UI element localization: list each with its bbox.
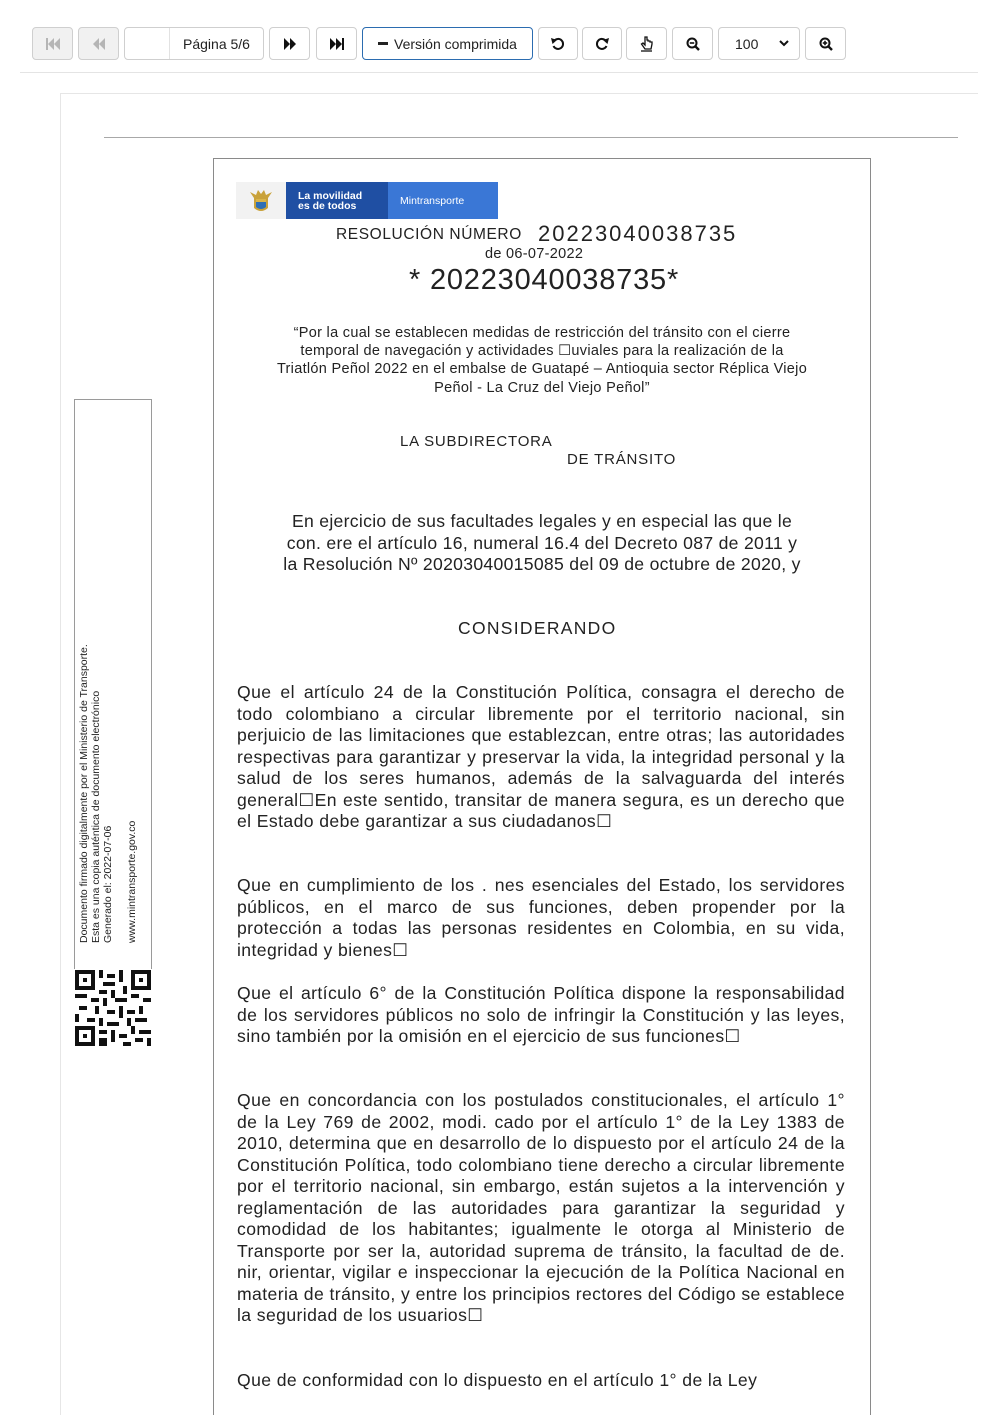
resolution-subject [236,324,848,397]
last-page-icon [330,38,344,50]
resolution-date: de 06-07-2022 [485,246,584,262]
logo-ministry: Mintransporte [388,182,498,219]
considerando-paragraph: Que el artículo 24 de la Constitución Política, consagra el derecho de todo colombiano a circular libremente por el territorio nacional, sin perjuicio de las limitaciones que establezcan, entre otras; las autoridades respectivas para garantizar y preservar la vida, la integridad personal y la salud de los seres humanos, además de la salvaguarda del interés general☐En este sentido, transitar de manera segura, es un derecho que el Estado debe garantizar a sus ciudadanos☐ [237,682,845,831]
considerando-paragraph: Que en concordancia con los postulados constitucionales, el artículo 1° de la Ley 769 de 2002, modi. cado por el artículo 1° de la Ley 1383 de 2010, determina que en desarrollo de lo dispuesto por el artículo 24 de la Constitución Política, todo colombiano tiene derecho a circular libremente por el territorio nacional, sin embargo, están sujetos a la intervención y reglamentación de las autoridades para garantizar la seguridad y comodidad de los habitantes; igualmente le otorga al Ministerio de Transporte por ser la, autoridad suprema de tránsito, la facultad de de. nir, orientar, vigilar e inspeccionar la ejecución de la Política Nacional en materia de tránsito, y entre los principios rectores del Código se establece la seguridad de los usuarios☐ [237,1090,845,1325]
resolution-label: RESOLUCIÓN NÚMERO [336,226,522,243]
powers-line: En ejercicio de sus facultades legales y en especial las que le [291,511,793,531]
next-page-button[interactable] [269,27,310,60]
barcode-number: * 20223040038735* [409,264,680,296]
rotate-left-button[interactable] [538,27,578,60]
logo-slogan-line1: La movilidad [298,189,363,202]
rotate-left-icon [551,37,565,51]
subject-line: “Por la cual se establecen medidas de restricción del tránsito con el cierre [293,325,791,341]
minus-icon [378,42,388,45]
pan-tool-button[interactable] [626,27,667,60]
previous-page-icon [93,38,105,50]
previous-page-button[interactable] [78,27,119,60]
powers-line: la Resolución Nº 20203040015085 del 09 de octubre de 2020, y [283,554,801,574]
zoom-value: 100 [735,35,759,52]
toolbar-divider [20,72,978,73]
authority-title: LA SUBDIRECTORA [400,433,553,450]
next-page-icon [284,38,296,50]
powers-statement [236,511,848,576]
pdf-toolbar [0,0,1000,88]
stamp-copy-text: Esta es una copia auténtica de documento electrónico [90,690,102,943]
considerando-paragraph: Que de conformidad con lo dispuesto en el artículo 1° de la Ley [237,1370,758,1390]
coat-of-arms-icon [236,182,286,219]
first-page-icon [46,38,60,50]
mintransporte-logo [236,182,498,219]
chevron-down-icon [779,40,789,47]
rotate-right-button[interactable] [582,27,622,60]
zoom-in-button[interactable] [805,27,846,60]
powers-line: con. ere el artículo 16, numeral 16.4 del Decreto 087 de 2011 y [286,532,798,553]
subject-line: Peñol - La Cruz del Viejo Peñol” [434,379,650,396]
compressed-version-label: Versión comprimida [394,35,517,52]
subject-line: Triatlón Peñol 2022 en el embalse de Guatapé – Antioquia sector Réplica Viejo [276,361,808,378]
compressed-version-button[interactable] [362,27,533,60]
logo-slogan-line2: es de todos [298,199,357,212]
stamp-generated-date: Generado el: 2022-07-06 [102,825,114,943]
zoom-out-button[interactable] [672,27,713,60]
first-page-button[interactable] [32,27,73,60]
page-indicator [124,27,264,60]
considerando-paragraph: Que en cumplimiento de los . nes esenciales del Estado, los servidores públicos, en el marco de sus funciones, deben propender por la protección a todas las personas residentes en Colombia, en su vida, integridad y bienes☐ [237,875,845,960]
subject-line: temporal de navegación y actividades ☐uviales para la realización de la [300,343,784,360]
page-count-label: Página 5/6 [183,35,250,52]
page-separator [104,137,958,138]
stamp-signed-text: Documento firmado digitalmente por el Ministerio de Transporte. [78,644,90,943]
considerando-heading: CONSIDERANDO [458,618,617,638]
page-number-input[interactable] [125,28,170,59]
hand-pointer-icon [640,36,654,52]
authority-subtitle: DE TRÁNSITO [567,451,677,468]
logo-slogan [286,182,388,219]
stamp-url: www.mintransporte.gov.co [126,820,138,943]
zoom-out-icon [686,37,700,51]
considerando-paragraph: Que el artículo 6° de la Constitución Política dispone la responsabilidad de los servidores públicos no solo de infringir la Constitución y las leyes, sino también por la omisión en el ejercicio de sus funciones☐ [237,983,845,1046]
zoom-select[interactable] [718,27,800,60]
zoom-in-icon [819,37,833,51]
qr-code [75,970,151,1046]
last-page-button[interactable] [316,27,357,60]
resolution-number: 20223040038735 [538,221,738,246]
rotate-right-icon [595,37,609,51]
